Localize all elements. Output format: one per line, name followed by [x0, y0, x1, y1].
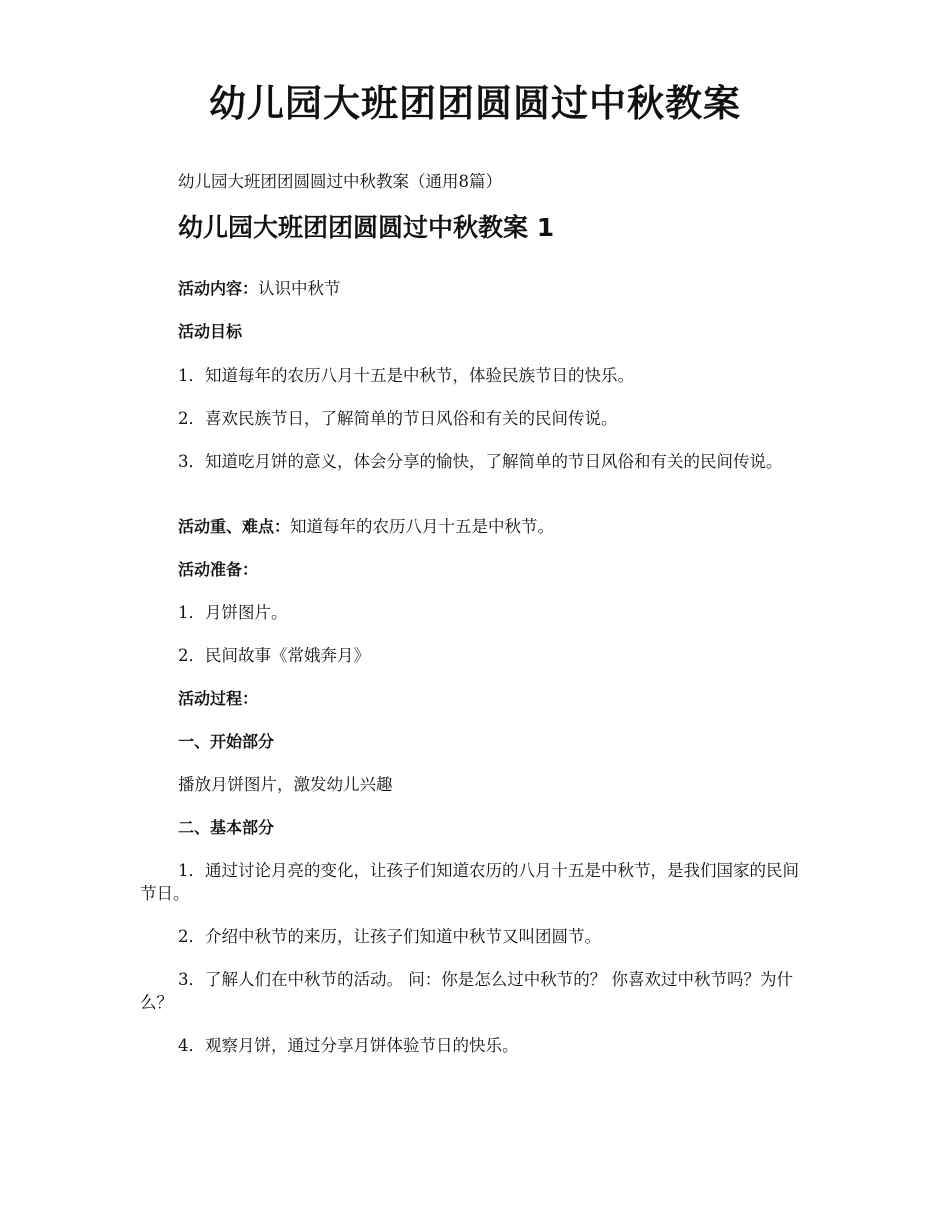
key-points-text: 知道每年的农历八月十五是中秋节。 — [290, 517, 555, 536]
activity-content-label: 活动内容： — [178, 279, 259, 298]
document-title: 幼儿园大班团团圆圆过中秋教案 — [209, 82, 741, 125]
preparation-item-2: 2．民间故事《常娥奔月》 — [178, 646, 370, 665]
process-heading: 活动过程： — [178, 689, 259, 708]
part1-text: 播放月饼图片，激发幼儿兴趣 — [178, 775, 393, 794]
part2-item-4: 4．观察月饼，通过分享月饼体验节日的快乐。 — [178, 1036, 519, 1055]
part1-heading: 一、开始部分 — [178, 732, 275, 751]
objective-item-2: 2．喜欢民族节日，了解简单的节日风俗和有关的民间传说。 — [178, 409, 618, 428]
activity-content-paragraph — [140, 277, 805, 300]
objectives-heading: 活动目标 — [178, 322, 243, 341]
preparation-heading: 活动准备： — [178, 560, 259, 579]
activity-content-text: 认识中秋节 — [258, 279, 341, 298]
part2-heading: 二、基本部分 — [178, 818, 275, 837]
objective-item-1: 1．知道每年的农历八月十五是中秋节，体验民族节日的快乐。 — [178, 366, 634, 385]
part2-item-2: 2．介绍中秋节的来历，让孩子们知道中秋节又叫团圆节。 — [178, 927, 601, 946]
section-title: 幼儿园大班团团圆圆过中秋教案 1 — [178, 213, 555, 242]
objective-item-3: 3．知道吃月饼的意义，体会分享的愉快，了解简单的节日风俗和有关的民间传说。 — [178, 452, 783, 471]
key-points-paragraph — [140, 515, 805, 538]
document-subtitle: 幼儿园大班团团圆圆过中秋教案（通用8篇） — [178, 172, 502, 191]
key-points-label: 活动重、难点： — [178, 517, 291, 536]
preparation-item-1: 1．月饼图片。 — [178, 603, 288, 622]
part2-item-3: 3．了解人们在中秋节的活动。 问：你是怎么过中秋节的？ 你喜欢过中秋节吗？为什么？ — [140, 970, 793, 1012]
part2-item-1: 1．通过讨论月亮的变化，让孩子们知道农历的八月十五是中秋节，是我们国家的民间节日。 — [140, 861, 799, 903]
